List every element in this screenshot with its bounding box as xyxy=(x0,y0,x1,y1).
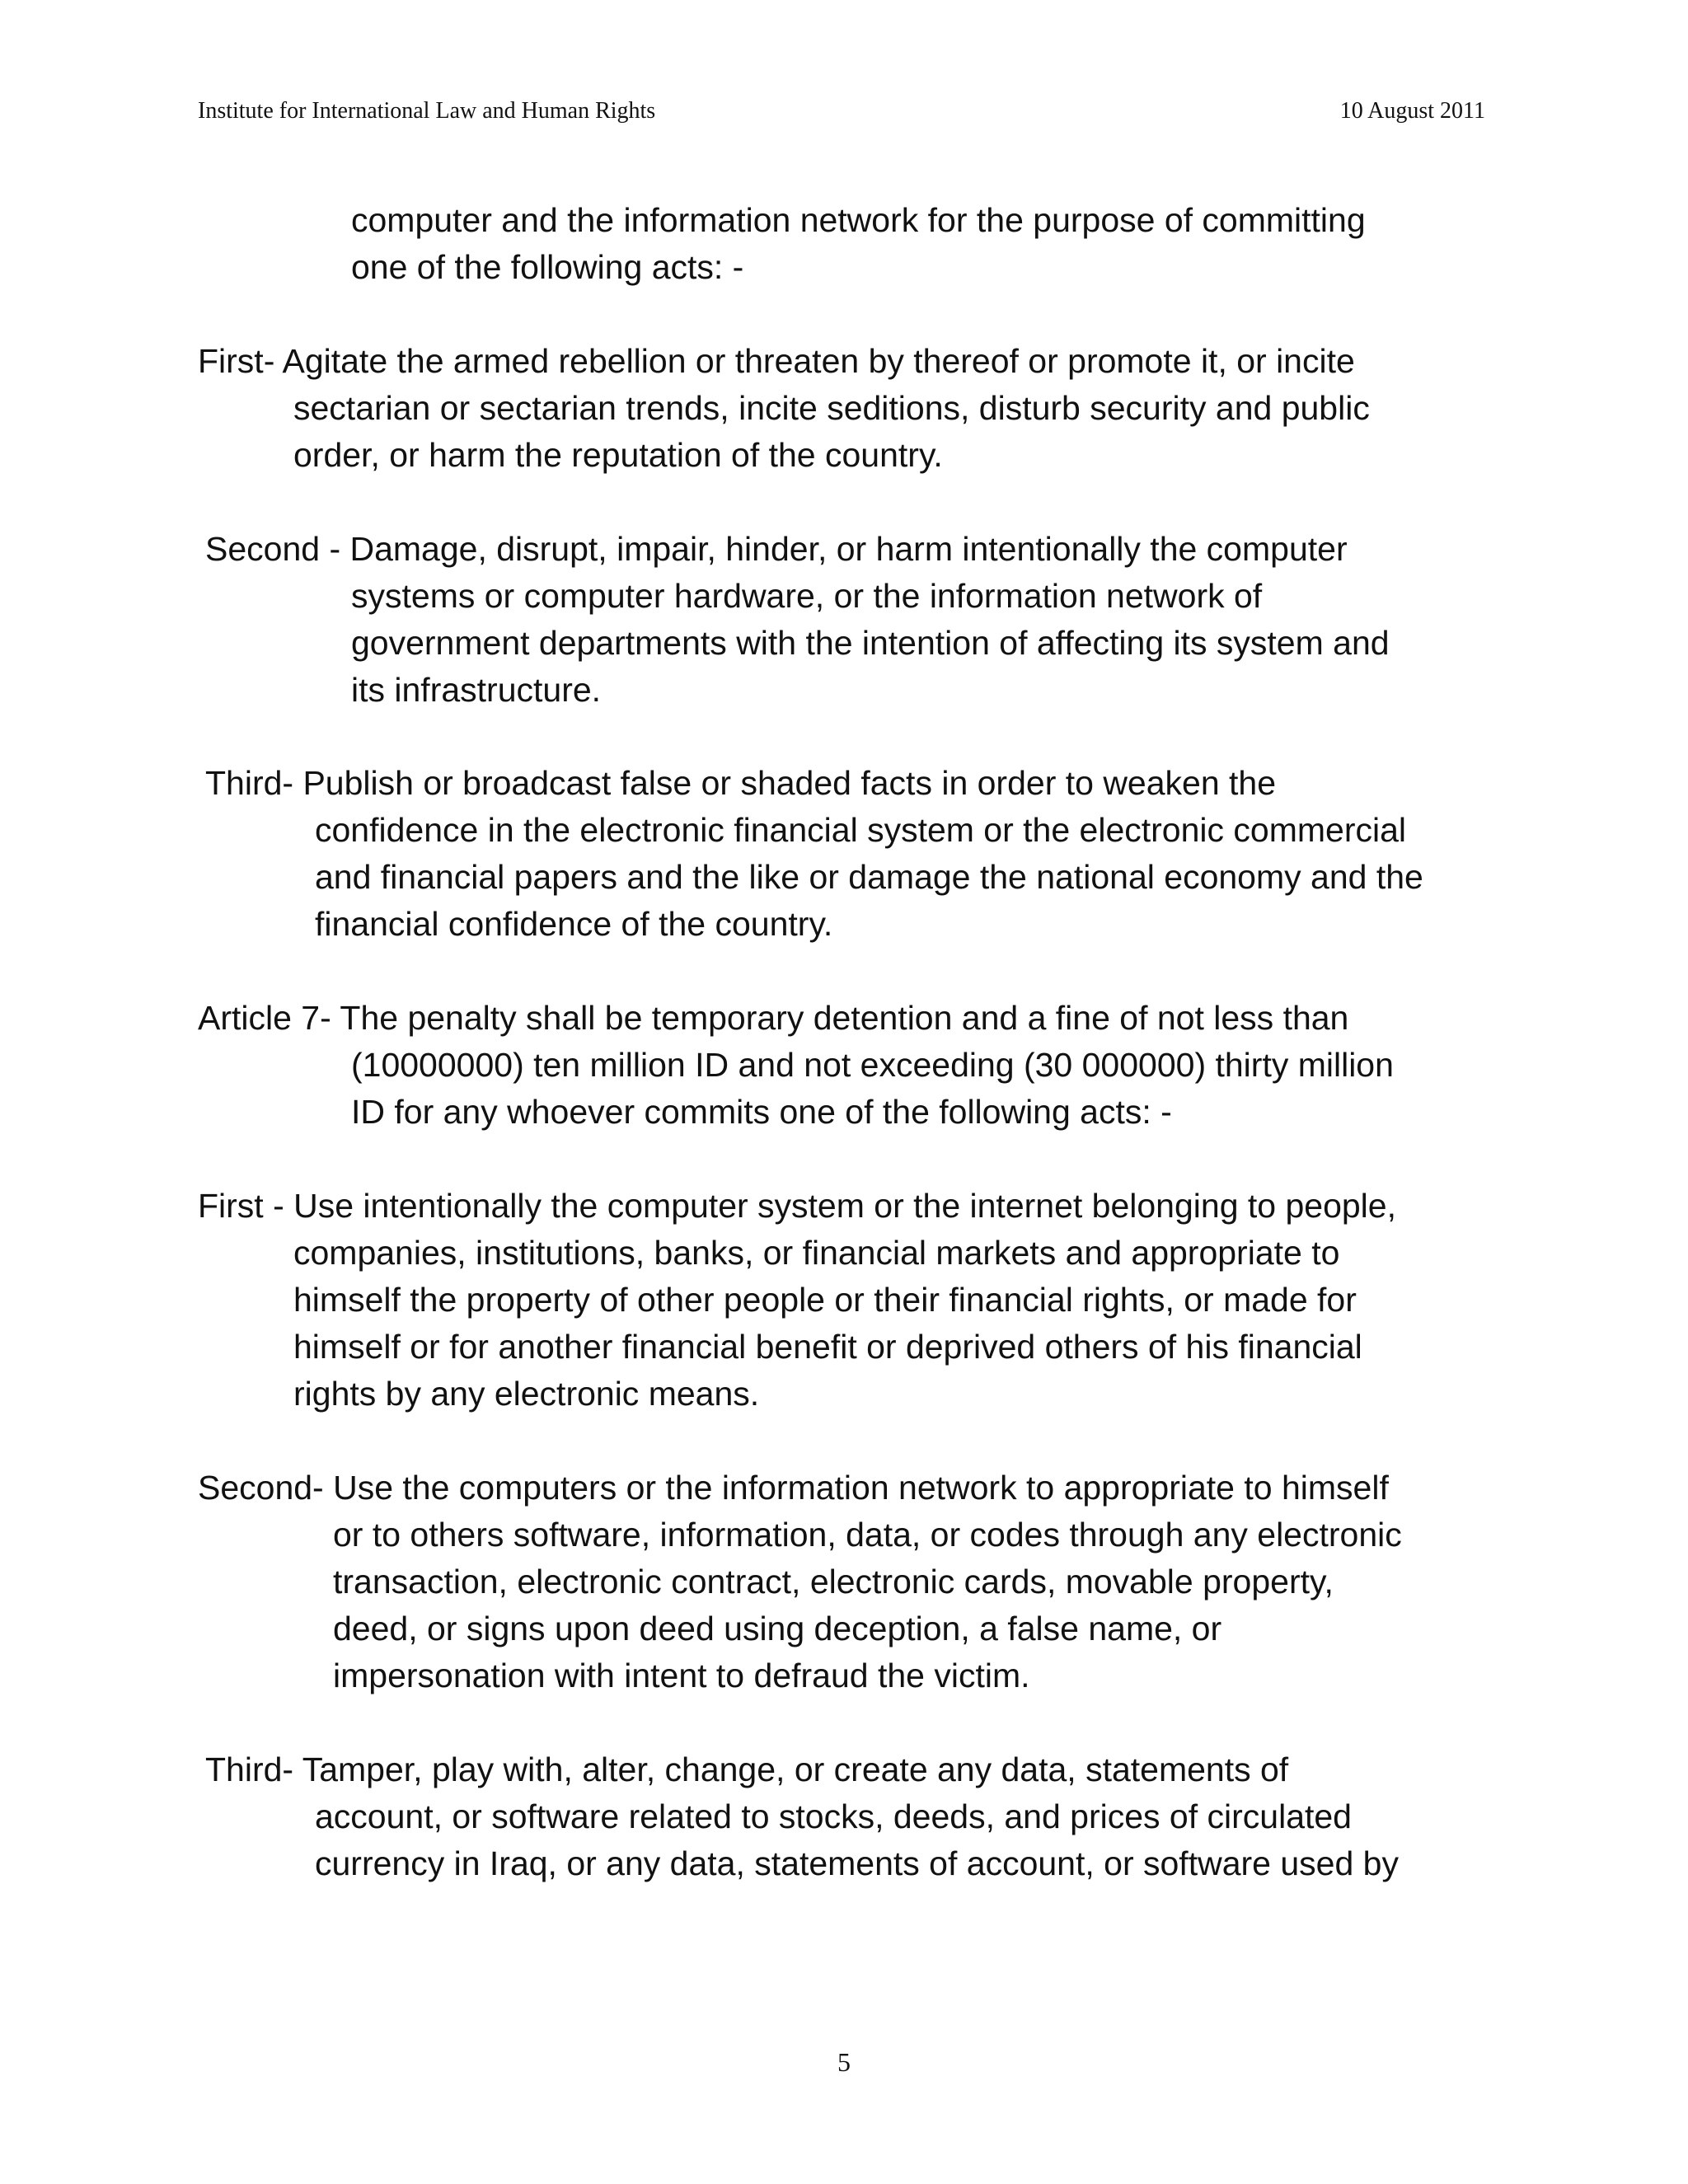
clause-lead-line: Second- Use the computers or the information network to appropriate to himself xyxy=(198,1469,1389,1507)
clause-line: and financial papers and the like or damage the national economy and the xyxy=(315,858,1423,896)
clause-line: government departments with the intention of affecting its system and xyxy=(351,624,1390,662)
running-header-institute: Institute for International Law and Human Rights xyxy=(198,98,656,124)
article-7 xyxy=(198,995,1394,1136)
clause-lead-line: First- Agitate the armed rebellion or threaten by thereof or promote it, or incite xyxy=(198,342,1355,380)
clause-second-damage xyxy=(205,526,1390,714)
clause-line: deed, or signs upon deed using deception, a false name, or xyxy=(333,1610,1222,1647)
continuation-paragraph xyxy=(351,197,1366,291)
clause-line: account, or software related to stocks, deeds, and prices of circulated xyxy=(315,1797,1352,1835)
clause-line: rights by any electronic means. xyxy=(293,1375,760,1413)
clause-line: systems or computer hardware, or the information network of xyxy=(351,577,1263,615)
clause-line: currency in Iraq, or any data, statements of account, or software used by xyxy=(315,1844,1399,1882)
running-header-date: 10 August 2011 xyxy=(1339,98,1485,124)
clause-line: order, or harm the reputation of the country. xyxy=(293,436,943,474)
clause-line: or to others software, information, data, or codes through any electronic xyxy=(333,1516,1402,1554)
clause-first-use-intentionally xyxy=(198,1183,1396,1418)
clause-line: transaction, electronic contract, electronic cards, movable property, xyxy=(333,1563,1334,1601)
page-number: 5 xyxy=(837,2047,851,2077)
clause-line: confidence in the electronic financial system or the electronic commercial xyxy=(315,811,1406,849)
article-line: (10000000) ten million ID and not exceeding (30 000000) thirty million xyxy=(351,1046,1394,1084)
clause-first-agitate xyxy=(198,338,1370,479)
clause-third-tamper xyxy=(205,1746,1399,1887)
clause-line: impersonation with intent to defraud the victim. xyxy=(333,1657,1030,1694)
clause-lead-line: Third- Publish or broadcast false or shaded facts in order to weaken the xyxy=(205,764,1277,802)
clause-line: financial confidence of the country. xyxy=(315,905,833,943)
clause-lead-line: Second - Damage, disrupt, impair, hinder, or harm intentionally the computer xyxy=(205,530,1348,568)
paragraph-line: one of the following acts: - xyxy=(351,248,744,286)
clause-third-publish xyxy=(205,760,1423,948)
article-line: ID for any whoever commits one of the following acts: - xyxy=(351,1093,1172,1131)
clause-line: himself or for another financial benefit or deprived others of his financial xyxy=(293,1328,1362,1366)
clause-second-use-computers xyxy=(198,1465,1402,1699)
clause-line: himself the property of other people or their financial rights, or made for xyxy=(293,1281,1357,1319)
clause-line: companies, institutions, banks, or financial markets and appropriate to xyxy=(293,1234,1340,1272)
article-lead-line: Article 7- The penalty shall be temporary detention and a fine of not less than xyxy=(198,999,1349,1037)
paragraph-line: computer and the information network for the purpose of committing xyxy=(351,201,1366,239)
clause-line: its infrastructure. xyxy=(351,671,602,709)
clause-line: sectarian or sectarian trends, incite seditions, disturb security and public xyxy=(293,389,1370,427)
clause-lead-line: First - Use intentionally the computer system or the internet belonging to people, xyxy=(198,1187,1396,1225)
clause-lead-line: Third- Tamper, play with, alter, change, or create any data, statements of xyxy=(205,1750,1289,1788)
